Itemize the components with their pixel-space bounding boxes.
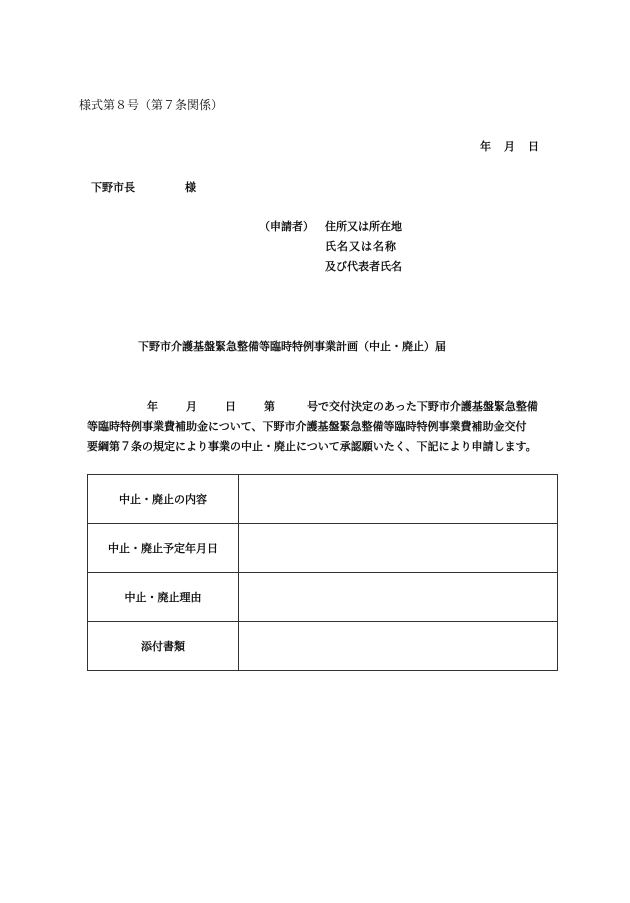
body-line-2: 等臨時特例事業費補助金について、下野市介護基盤緊急整備等臨時特例事業費補助金交付	[87, 420, 527, 433]
body-day: 日	[225, 400, 236, 413]
body-number-prefix: 第	[264, 400, 275, 413]
applicant-name-label: 氏名又は名称	[325, 240, 397, 253]
row-value-content[interactable]	[239, 475, 558, 524]
body-line-1-rest: 号で交付決定のあった下野市介護基盤緊急整備	[307, 400, 538, 413]
applicant-representative-label: 及び代表者氏名	[325, 260, 402, 273]
table-row	[88, 475, 558, 524]
row-value-attachments[interactable]	[239, 622, 558, 671]
date-line	[480, 138, 539, 154]
date-year-label: 年	[480, 140, 491, 153]
body-line-1	[87, 397, 562, 417]
details-table	[87, 474, 558, 671]
body-paragraph	[87, 397, 562, 457]
row-label-attachments: 添付書類	[88, 622, 239, 671]
body-month: 月	[186, 400, 197, 413]
table-row	[88, 622, 558, 671]
addressee	[91, 179, 196, 195]
date-month-label: 月	[504, 140, 515, 153]
row-value-reason[interactable]	[239, 573, 558, 622]
body-line-3: 要綱第７条の規定により事業の中止・廃止について承認願いたく、下記により申請します。	[87, 440, 537, 453]
row-label-scheduled-date: 中止・廃止予定年月日	[88, 524, 239, 573]
row-label-reason: 中止・廃止理由	[88, 573, 239, 622]
addressee-name: 下野市長	[91, 181, 135, 194]
form-number: 様式第８号（第７条関係）	[79, 98, 224, 112]
applicant-address-label: 住所又は所在地	[325, 220, 402, 233]
applicant-label: （申請者）	[259, 220, 314, 233]
date-day-label: 日	[528, 140, 539, 153]
document-title: 下野市介護基盤緊急整備等臨時特例事業計画（中止・廃止）届	[138, 340, 446, 353]
body-year: 年	[147, 400, 158, 413]
addressee-honorific: 様	[185, 181, 196, 194]
table-row	[88, 524, 558, 573]
row-value-scheduled-date[interactable]	[239, 524, 558, 573]
row-label-content: 中止・廃止の内容	[88, 475, 239, 524]
table-row	[88, 573, 558, 622]
